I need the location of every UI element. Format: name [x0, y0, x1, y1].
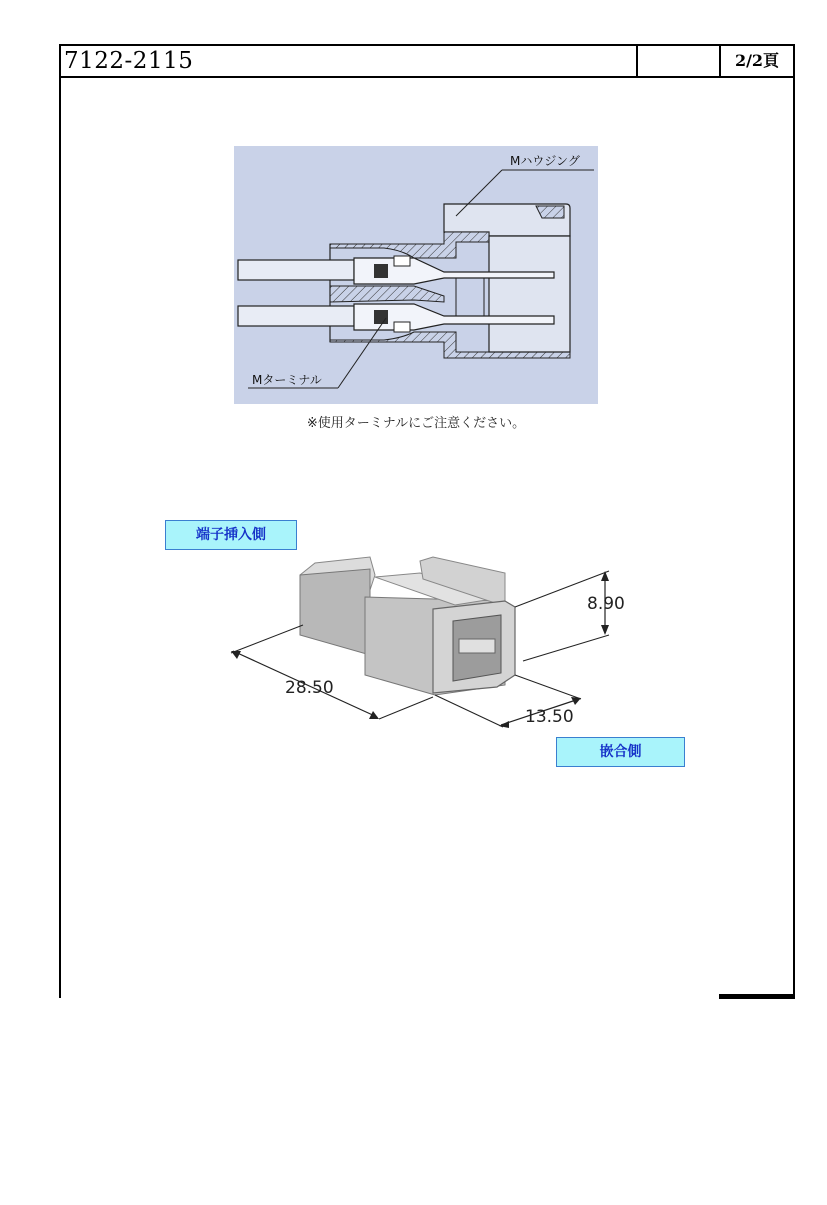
- page-frame-bottom-mark: [719, 994, 795, 999]
- mating-side-tag: 嵌合側: [556, 737, 685, 767]
- part-number: 7122-2115: [64, 48, 194, 74]
- caution-caption: ※使用ターミナルにご注意ください。: [306, 416, 526, 431]
- housing-label: Mハウジング: [510, 154, 580, 168]
- title-block-divider: [719, 44, 721, 78]
- page-number: 2/2頁: [734, 51, 780, 70]
- cross-section-drawing: [234, 146, 598, 404]
- title-block-bottom-border: [59, 76, 795, 78]
- page-frame-left: [59, 44, 61, 998]
- terminal-label: Mターミナル: [252, 373, 322, 387]
- connector-isometric-drawing: [205, 535, 655, 745]
- dimension-height: 8.90: [587, 594, 625, 614]
- page-frame-right: [793, 44, 795, 998]
- title-block-divider: [636, 44, 638, 78]
- dimension-width: 13.50: [525, 707, 574, 727]
- dimension-length: 28.50: [285, 678, 334, 698]
- terminal-insertion-side-tag: 端子挿入側: [165, 520, 297, 550]
